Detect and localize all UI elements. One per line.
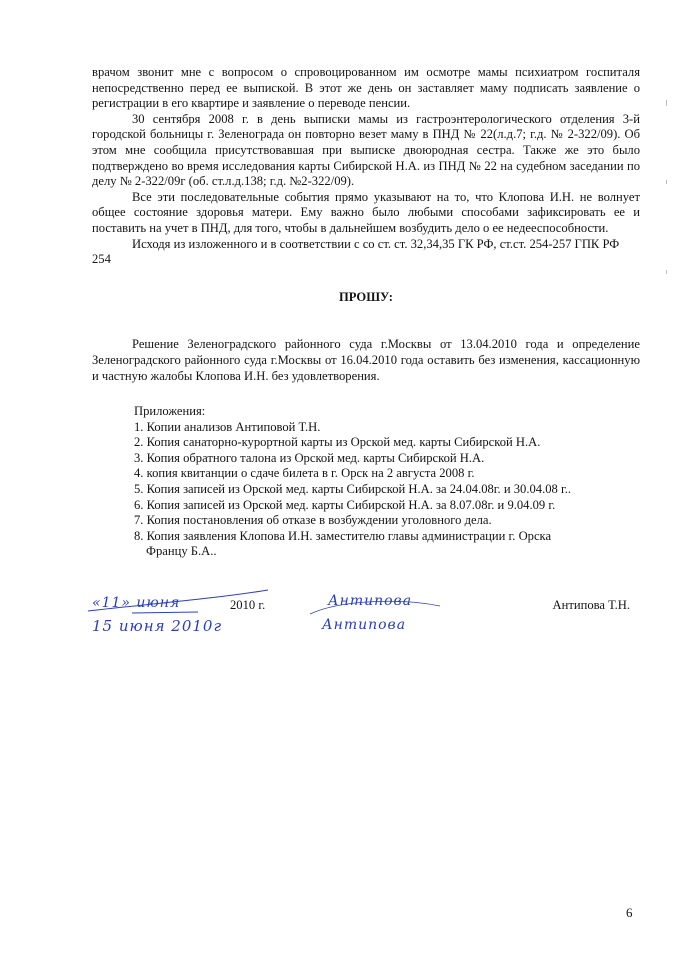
annex-item: 1. Копии анализов Антиповой Т.Н. — [134, 419, 321, 434]
annex-item: 7. Копия постановления об отказе в возбуждении уголовного дела. — [134, 513, 492, 528]
signer-name: Антипова Т.Н. — [552, 598, 630, 612]
request-paragraph: Решение Зеленоградского районного суда г.Москвы от 13.04.2010 года и определение Зеленоградского районного суда г.Москвы от 16.04.2010 года оставить без изменения, кассационную и частную жалобы Клопова И.Н. без удовлетворения. — [92, 337, 640, 383]
scan-mark — [666, 270, 667, 274]
paragraph-2: 30 сентября 2008 г. в день выписки мамы из гастроэнтерологического отделения 3-й городской больницы г. Зеленограда он повторно везет маму в ПНД № 22(л.д.7; г.д. № 2-322/09). Об этом мне сообщила присутствовавшая при выписке двоюродная сестра. Также же это было подтверждено во время исследования карты Сибирской Н.А. из ПНД № 22 на судебном заседании по делу № 2-322/09г (об. ст.л.д.138; г.д. №2-322/09). — [92, 111, 640, 189]
annex-item: 8. Копия заявления Клопова И.Н. заместителю главы администрации г. Орска — [134, 528, 552, 543]
handwritten-signature-2: Антипова — [322, 617, 407, 633]
printed-date: 2010 г. — [230, 598, 266, 612]
annex-item-continuation: Францу Б.А.. — [146, 544, 217, 559]
paragraph-3: Все эти последовательные события прямо указывают на то, что Клопова И.Н. не волнует общее состояние здоровья матери. Ему важно было любыми способами зафиксировать ее и поставить на учет в ПНД, для того, чтобы в дальнейшем возбудить дело о ее недееспособности. — [92, 189, 640, 235]
scan-mark — [666, 100, 667, 106]
handwritten-signature: Антипова — [328, 593, 413, 609]
handwritten-date-2: 15 июня 2010г — [92, 617, 223, 635]
request-heading: ПРОШУ: — [339, 289, 393, 304]
handwritten-date: «11» июня — [92, 595, 181, 611]
annex-item: 3. Копия обратного талона из Орской мед. карты Сибирской Н.А. — [134, 450, 485, 465]
annex-title: Приложения: — [134, 404, 206, 419]
page-number: 6 — [626, 905, 633, 920]
annex-item: 6. Копия записей из Орской мед. карты Сибирской Н.А. за 8.07.08г. и 9.04.09 г. — [134, 497, 556, 512]
document-body — [92, 65, 640, 560]
annex-item: 4. копия квитанции о сдаче билета в г. Орск на 2 августа 2008 г. — [134, 466, 475, 481]
scan-mark — [666, 180, 667, 184]
paragraph-1: врачом звонит мне с вопросом о спровоцированном им осмотре мамы психиатром госпиталя непосредственно перед ее выпиской. В этот же день он заставляет маму подписать заявление о регистрации в его квартире и заявление о переводе пенсии. — [92, 65, 640, 111]
annex-list — [92, 420, 640, 560]
annex-item: 2. Копия санаторно-курортной карты из Орской мед. карты Сибирской Н.А. — [134, 435, 541, 450]
annex-item: 5. Копия записей из Орской мед. карты Сибирской Н.А. за 24.04.08г. и 30.04.08 г.. — [134, 482, 572, 497]
paragraph-4: Исходя из изложенного и в соответствии с со ст. ст. 32,34,35 ГК РФ, ст.ст. 254-257 ГПК РФ 254 — [92, 236, 620, 267]
